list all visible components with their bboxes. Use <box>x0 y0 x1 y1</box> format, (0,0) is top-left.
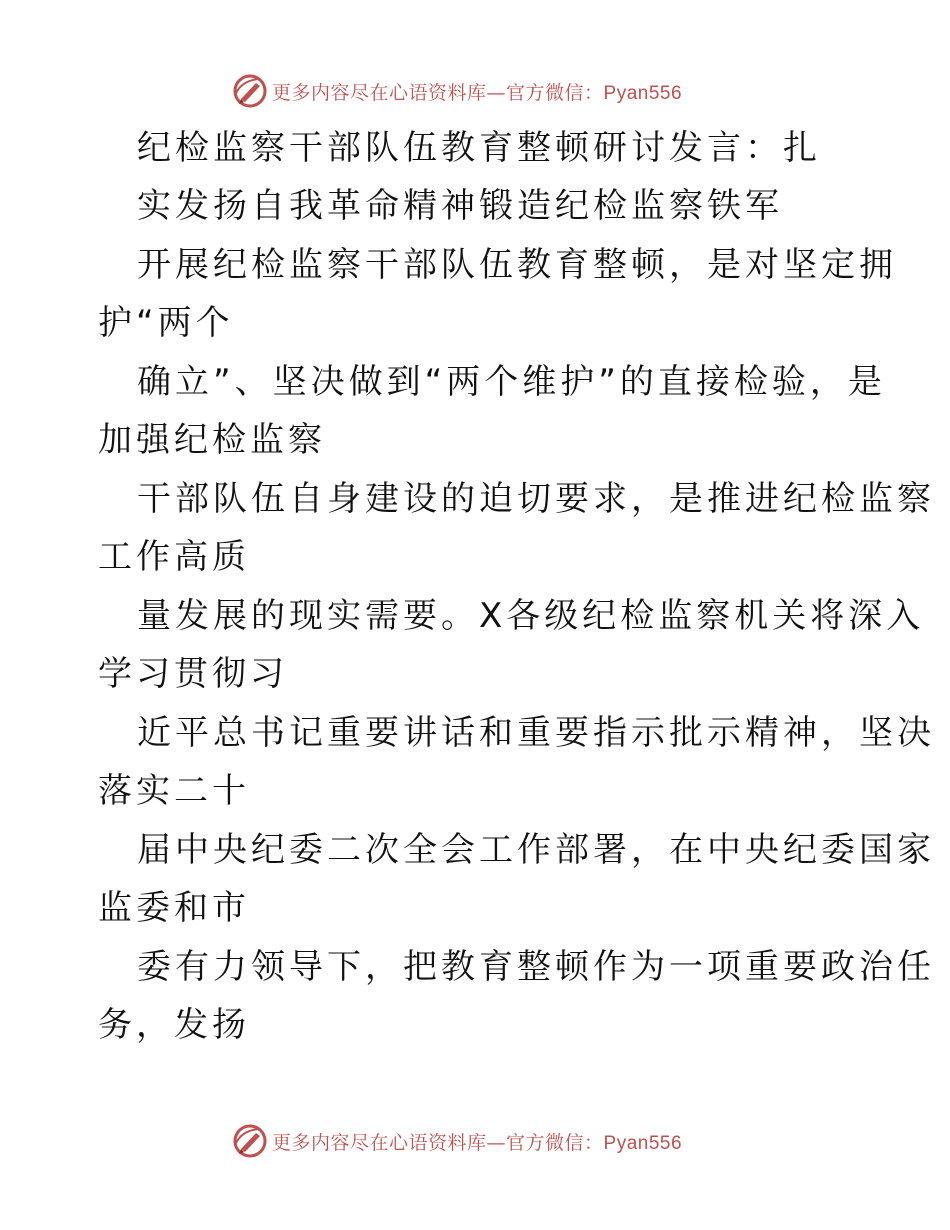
text-line: 开展纪检监察干部队伍教育整顿，是对坚定拥 <box>137 245 897 285</box>
text-line: 量发展的现实需要。X各级纪检监察机关将深入 <box>137 596 925 636</box>
text-line: 加强纪检监察 <box>98 420 326 460</box>
text-line: 届中央纪委二次全会工作部署，在中央纪委国家 <box>137 830 935 870</box>
footer-watermark <box>232 1121 682 1161</box>
text-line: 实发扬自我革命精神锻造纪检监察铁军 <box>137 186 783 226</box>
pen-logo-icon <box>232 73 268 109</box>
header-watermark <box>232 71 682 111</box>
text-line: 务，发扬 <box>98 1005 250 1045</box>
text-line: 委有力领导下，把教育整顿作为一项重要政治任 <box>137 947 935 987</box>
footer-watermark-text: 更多内容尽在心语资料库—官方微信：Pyan556 <box>272 1131 683 1154</box>
header-watermark-text: 更多内容尽在心语资料库—官方微信：Pyan556 <box>272 81 683 104</box>
text-line: 干部队伍自身建设的迫切要求，是推进纪检监察 <box>137 479 935 519</box>
text-line: 监委和市 <box>98 888 250 928</box>
text-line: 纪检监察干部队伍教育整顿研讨发言：扎 <box>137 128 821 168</box>
text-line: 护“两个 <box>98 303 234 343</box>
pen-logo-icon <box>232 1123 268 1159</box>
text-line: 落实二十 <box>98 771 250 811</box>
text-line: 工作高质 <box>98 537 250 577</box>
text-line: 确立”、坚决做到“两个维护”的直接检验，是 <box>137 362 886 402</box>
text-line: 学习贯彻习 <box>98 654 288 694</box>
text-line: 近平总书记重要讲话和重要指示批示精神，坚决 <box>137 713 935 753</box>
